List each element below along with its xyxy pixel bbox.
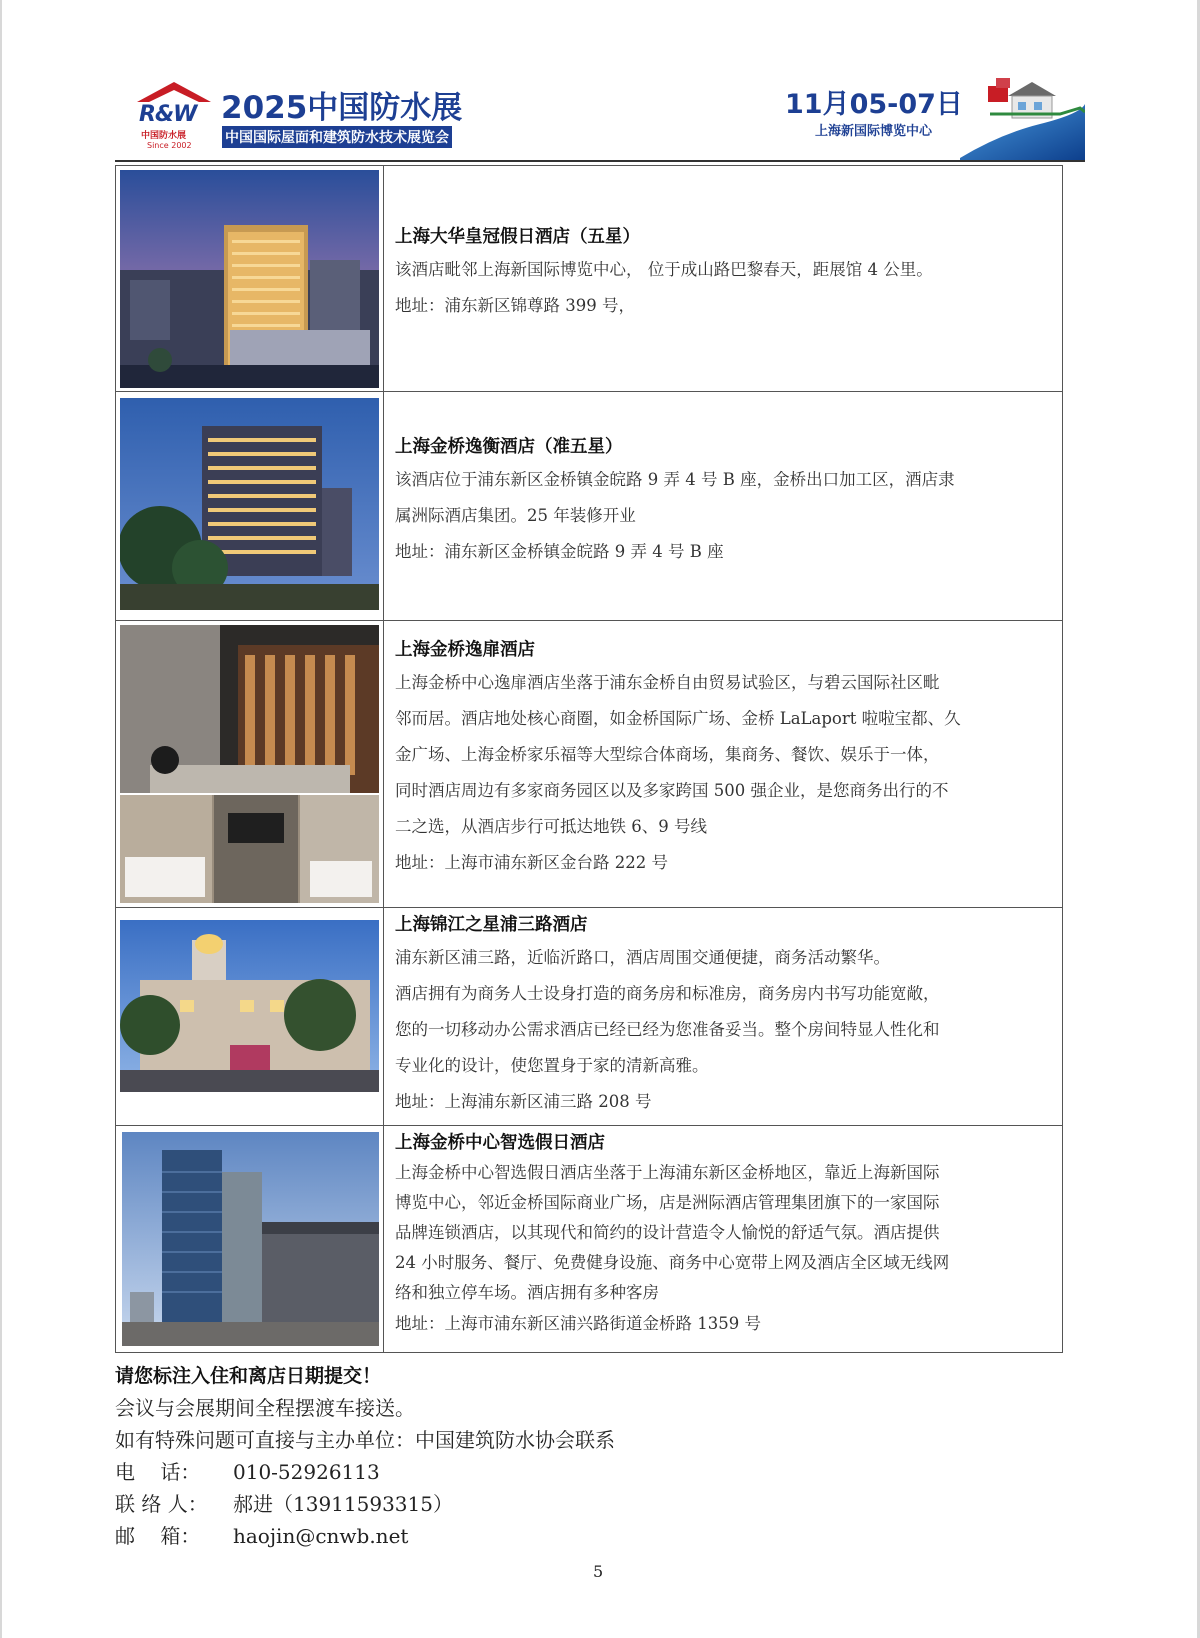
hotel-row — [116, 166, 1063, 392]
email-value: haojin@cnwb.net — [233, 1524, 409, 1548]
page-number: 5 — [593, 1562, 604, 1581]
expo-subtitle: 中国国际屋面和建筑防水技术展览会 — [222, 126, 452, 148]
hotel-row — [116, 392, 1063, 621]
hotel-info-cell — [384, 166, 1063, 392]
rw-logo — [133, 76, 211, 156]
hotel-description: 上海金桥中心逸扉酒店坐落于浦东金桥自由贸易试验区，与碧云国际社区毗 — [395, 673, 940, 692]
hotel-row — [116, 1126, 1063, 1353]
hotel-description: 您的一切移动办公需求酒店已经已经为您准备妥当。整个房间特显人性化和 — [395, 1020, 940, 1039]
header-divider — [115, 160, 1085, 162]
hotel-photo — [120, 625, 379, 793]
contact-intro: 如有特殊问题可直接与主办单位：中国建筑防水协会联系 — [115, 1428, 615, 1452]
hotel-name: 上海金桥中心智选假日酒店 — [395, 1133, 605, 1153]
person-row — [115, 1488, 1095, 1520]
email-row — [115, 1520, 1095, 1552]
hotel-row — [116, 908, 1063, 1126]
person-value: 郝进（13911593315） — [233, 1492, 453, 1516]
page-header — [115, 72, 1085, 164]
phone-row — [115, 1456, 1095, 1488]
hotel-description: 同时酒店周边有多家商务园区以及多家跨国 500 强企业，是您商务出行的不 — [395, 781, 949, 800]
hotel-description: 24 小时服务、餐厅、免费健身设施、商务中心宽带上网及酒店全区域无线网 — [395, 1253, 950, 1272]
person-label: 联 络 人： — [115, 1492, 208, 1516]
hotel-name: 上海金桥逸衡酒店（准五星） — [395, 437, 623, 457]
logo-text: R&W — [139, 102, 197, 127]
hotel-photo-cell — [116, 621, 384, 908]
hotel-description: 上海金桥中心智选假日酒店坐落于上海浦东新区金桥地区，靠近上海新国际 — [395, 1163, 940, 1182]
hotel-info-cell — [384, 621, 1063, 908]
hotel-room-photo — [120, 795, 379, 903]
hotel-description: 品牌连锁酒店，以其现代和简约的设计营造令人愉悦的舒适气氛。酒店提供 — [395, 1223, 940, 1242]
hotel-description: 酒店拥有为商务人士设身打造的商务房和标准房，商务房内书写功能宽敞， — [395, 984, 940, 1003]
hotel-info-cell — [384, 1126, 1063, 1353]
phone-value: 010-52926113 — [233, 1460, 380, 1484]
date-note: 请您标注入住和离店日期提交！ — [115, 1365, 382, 1387]
hotel-address: 地址：上海浦东新区浦三路 208 号 — [395, 1092, 652, 1111]
house-wave-graphic — [960, 74, 1085, 160]
hotel-address: 地址：浦东新区锦尊路 399 号， — [395, 296, 635, 315]
hotel-description: 络和独立停车场。酒店拥有多种客房 — [395, 1283, 659, 1302]
hotel-description: 二之选，从酒店步行可抵达地铁 6、9 号线 — [395, 817, 707, 836]
hotel-description: 博览中心，邻近金桥国际商业广场，店是洲际酒店管理集团旗下的一家国际 — [395, 1193, 940, 1212]
hotel-description: 邻而居。酒店地处核心商圈，如金桥国际广场、金桥 LaLaport 啦啦宝都、久 — [395, 709, 961, 728]
hotel-address: 地址：上海市浦东新区浦兴路街道金桥路 1359 号 — [395, 1314, 761, 1333]
hotel-table — [115, 165, 1063, 1353]
hotel-description: 专业化的设计，使您置身于家的清新高雅。 — [395, 1056, 709, 1075]
page-edge-left — [0, 0, 2, 1638]
hotel-address: 地址：浦东新区金桥镇金皖路 9 弄 4 号 B 座 — [395, 542, 724, 561]
shuttle-note: 会议与会展期间全程摆渡车接送。 — [115, 1396, 415, 1420]
logo-since: Since 2002 — [147, 141, 192, 150]
hotel-photo — [120, 398, 379, 610]
hotel-photo — [122, 1132, 379, 1346]
hotel-info-cell — [384, 392, 1063, 621]
hotel-description: 该酒店毗邻上海新国际博览中心， 位于成山路巴黎春天，距展馆 4 公里。 — [395, 260, 933, 279]
hotel-description: 金广场、上海金桥家乐福等大型综合体商场，集商务、餐饮、娱乐于一体， — [395, 745, 940, 764]
expo-title: 2025中国防水展 — [221, 90, 463, 126]
expo-date: 11月05-07日 — [785, 89, 963, 120]
hotel-photo-cell — [116, 908, 384, 1126]
hotel-row — [116, 621, 1063, 908]
hotel-address: 地址：上海市浦东新区金台路 222 号 — [395, 853, 668, 872]
hotel-name: 上海锦江之星浦三路酒店 — [395, 915, 588, 935]
hotel-photo — [120, 920, 379, 1092]
hotel-photo-cell — [116, 166, 384, 392]
email-label: 邮 箱： — [115, 1524, 201, 1548]
hotel-photo — [120, 170, 379, 388]
hotel-description: 属洲际酒店集团。25 年装修开业 — [395, 506, 636, 525]
hotel-description: 浦东新区浦三路，近临沂路口，酒店周围交通便捷，商务活动繁华。 — [395, 948, 890, 967]
phone-label: 电 话： — [115, 1460, 201, 1484]
hotel-name: 上海金桥逸扉酒店 — [395, 640, 535, 660]
contact-section — [115, 1360, 1095, 1552]
logo-subtitle: 中国防水展 — [141, 131, 187, 141]
hotel-photo-cell — [116, 392, 384, 621]
expo-venue: 上海新国际博览中心 — [815, 124, 933, 139]
hotel-info-cell — [384, 908, 1063, 1126]
hotel-photo-cell — [116, 1126, 384, 1353]
hotel-description: 该酒店位于浦东新区金桥镇金皖路 9 弄 4 号 B 座，金桥出口加工区，酒店隶 — [395, 470, 955, 489]
hotel-name: 上海大华皇冠假日酒店（五星） — [395, 227, 640, 247]
